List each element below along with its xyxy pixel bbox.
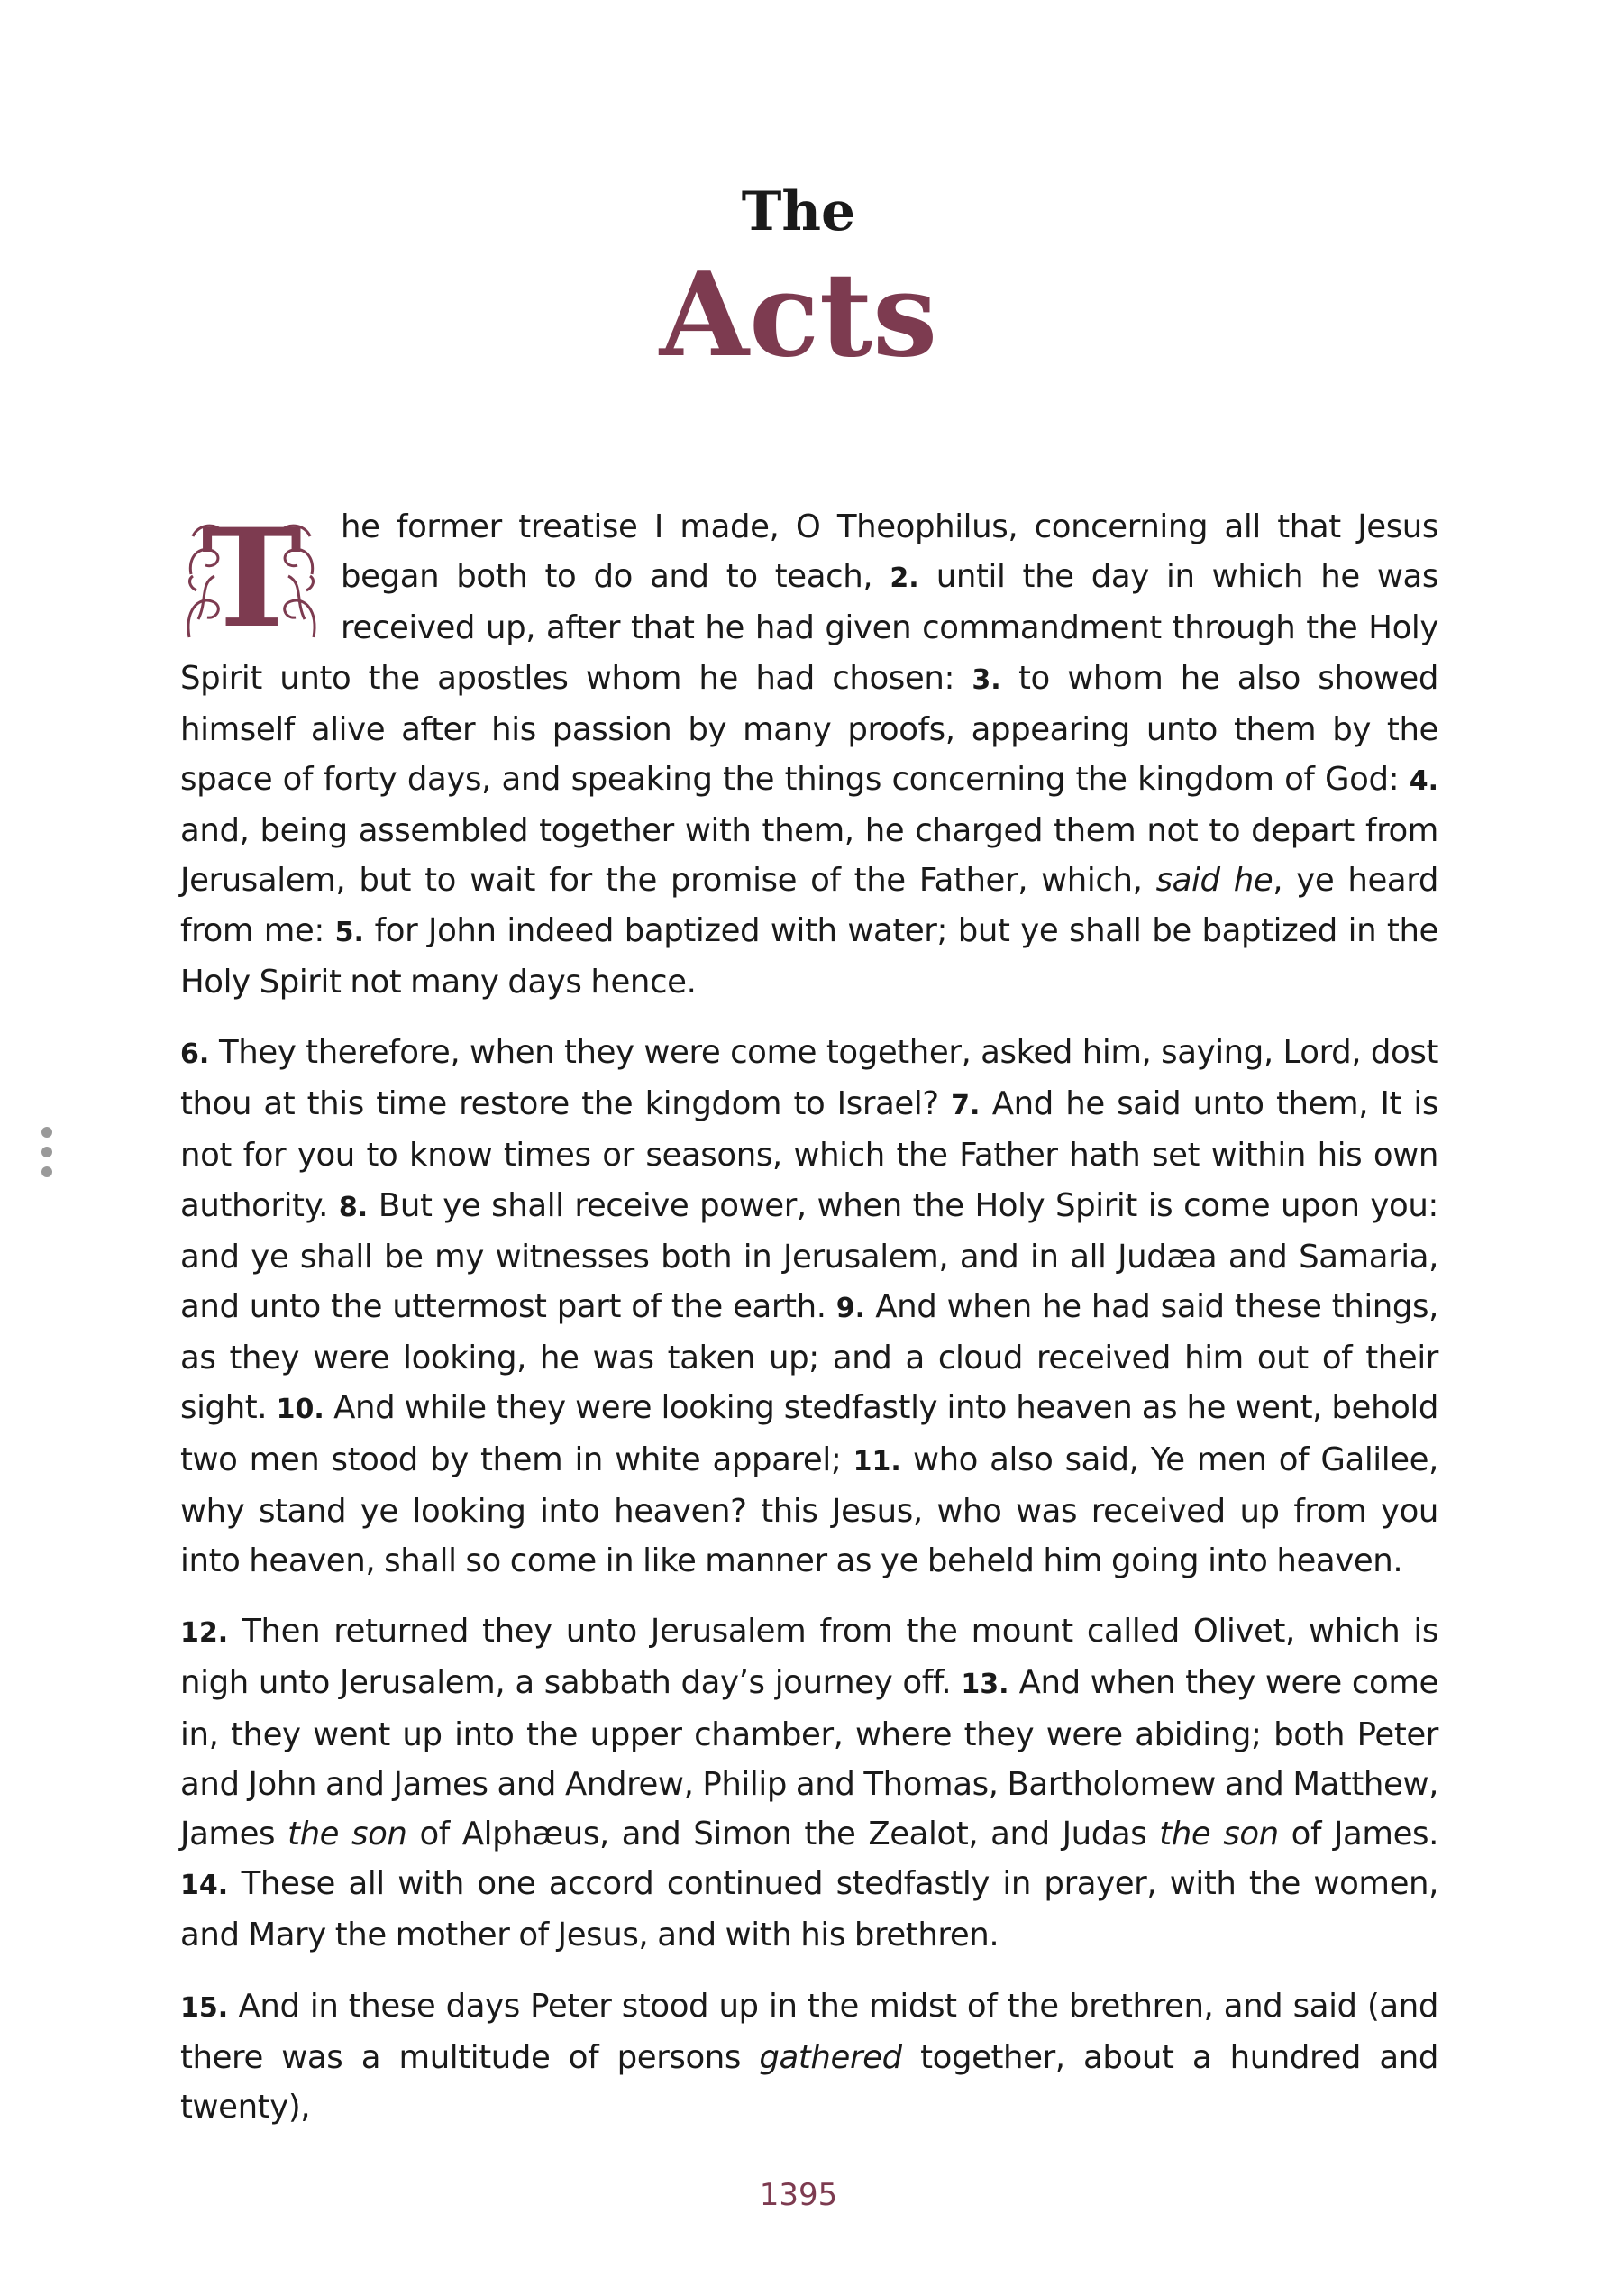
paragraph-4 bbox=[180, 1981, 1438, 2133]
verse-number-8: 8. bbox=[338, 1191, 369, 1223]
verse-2: until the day in which he was received up, after that he had given commandment through the Holy Spirit unto the apostles whom he had chosen: bbox=[180, 558, 1438, 697]
verse-number-5: 5. bbox=[334, 916, 364, 948]
verse-13-italic-2: the son bbox=[1159, 1816, 1279, 1853]
verse-7: And he said unto them, It is not for you to know times or seasons, which the Father hath set within his own authority. bbox=[180, 1085, 1438, 1224]
verse-number-3: 3. bbox=[972, 663, 1001, 696]
dropcap-letter: T bbox=[201, 499, 302, 658]
paragraph-1 bbox=[180, 499, 1439, 1007]
paragraph-3 bbox=[180, 1606, 1438, 1960]
verse-8: But ye shall receive power, when the Holy Spirit is come upon you: and ye shall be my witnesses both in Jerusalem, and in all Judæa and Samaria, and unto the uttermost part of the earth. bbox=[180, 1186, 1438, 1326]
verse-9: And when he had said these things, as they were looking, he was taken up; and a cloud received him out of their sight. bbox=[180, 1288, 1438, 1427]
verse-15-part-b: together, about a hundred and twenty), bbox=[180, 2038, 1438, 2127]
chapter-header bbox=[0, 176, 1597, 383]
verse-10: And while they were looking stedfastly into heaven as he went, behold two men stood by them in white apparel; bbox=[180, 1389, 1439, 1478]
page-number: 1395 bbox=[759, 2177, 838, 2213]
verse-number-4: 4. bbox=[1409, 765, 1438, 798]
dropcap-ornament bbox=[180, 499, 323, 658]
verse-13-part-a: And when they were come in, they went up into the upper chamber, where they were abiding; both Peter and John and James and Andrew, Philip and Thomas, Bartholomew and Matthew, James bbox=[180, 1664, 1438, 1853]
verse-15-italic: gathered bbox=[759, 2038, 902, 2076]
verse-number-7: 7. bbox=[951, 1090, 981, 1122]
verse-number-14: 14. bbox=[180, 1870, 229, 1902]
menu-dot bbox=[41, 1147, 52, 1157]
menu-dot bbox=[41, 1166, 52, 1177]
verse-13-italic-1: the son bbox=[287, 1816, 407, 1853]
verse-number-15: 15. bbox=[180, 1991, 229, 2024]
verse-11: who also said, Ye men of Galilee, why stand ye looking into heaven? this Jesus, who was received up from you into heaven, shall so come in like manner as ye beheld him going into heaven. bbox=[180, 1441, 1438, 1580]
title-acts: Acts bbox=[659, 248, 938, 383]
verse-number-10: 10. bbox=[276, 1394, 324, 1426]
verse-number-11: 11. bbox=[853, 1445, 901, 1477]
verse-number-12: 12. bbox=[180, 1617, 229, 1650]
verse-6: They therefore, when they were come together, asked him, saying, Lord, dost thou at this time restore the kingdom to Israel? bbox=[180, 1034, 1438, 1123]
verse-4-italic: said he bbox=[1155, 862, 1273, 900]
verse-14: These all with one accord continued stedfastly in prayer, with the women, and Mary the mother of Jesus, and with his brethren. bbox=[180, 1865, 1438, 1954]
vertical-dots-icon[interactable] bbox=[38, 1127, 56, 1190]
verse-3: to whom he also showed himself alive after his passion by many proofs, appearing unto them by the space of forty days, and speaking the things concerning the kingdom of God: bbox=[180, 659, 1439, 799]
verse-5: for John indeed baptized with water; but ye shall be baptized in the Holy Spirit not many days hence. bbox=[180, 911, 1438, 1001]
body-text bbox=[180, 499, 1439, 2153]
verse-number-6: 6. bbox=[180, 1038, 210, 1071]
verse-13-part-c: of James. bbox=[1291, 1816, 1439, 1853]
verse-number-2: 2. bbox=[890, 563, 919, 595]
menu-dot bbox=[41, 1127, 52, 1138]
verse-4-part-a: and, being assembled together with them, he charged them not to depart from Jerusalem, but to wait for the promise of the Father, which, bbox=[180, 812, 1438, 900]
verse-1: he former treatise I made, O Theophilus, concerning all that Jesus began both to do and to teach, bbox=[341, 508, 1438, 596]
verse-12: Then returned they unto Jerusalem from the mount called Olivet, which is nigh unto Jerusalem, a sabbath day’s journey off. bbox=[180, 1613, 1438, 1702]
verse-number-13: 13. bbox=[961, 1669, 1009, 1701]
verse-number-9: 9. bbox=[835, 1293, 866, 1325]
paragraph-2 bbox=[180, 1028, 1438, 1586]
title-the: The bbox=[741, 180, 856, 243]
verse-15-part-a: And in these days Peter stood up in the midst of the brethren, and said (and there was a multitude of persons bbox=[180, 1987, 1439, 2076]
verse-13-part-b: of Alphæus, and Simon the Zealot, and Judas bbox=[419, 1816, 1147, 1853]
verse-4-part-b: , ye heard from me: bbox=[180, 862, 1438, 949]
